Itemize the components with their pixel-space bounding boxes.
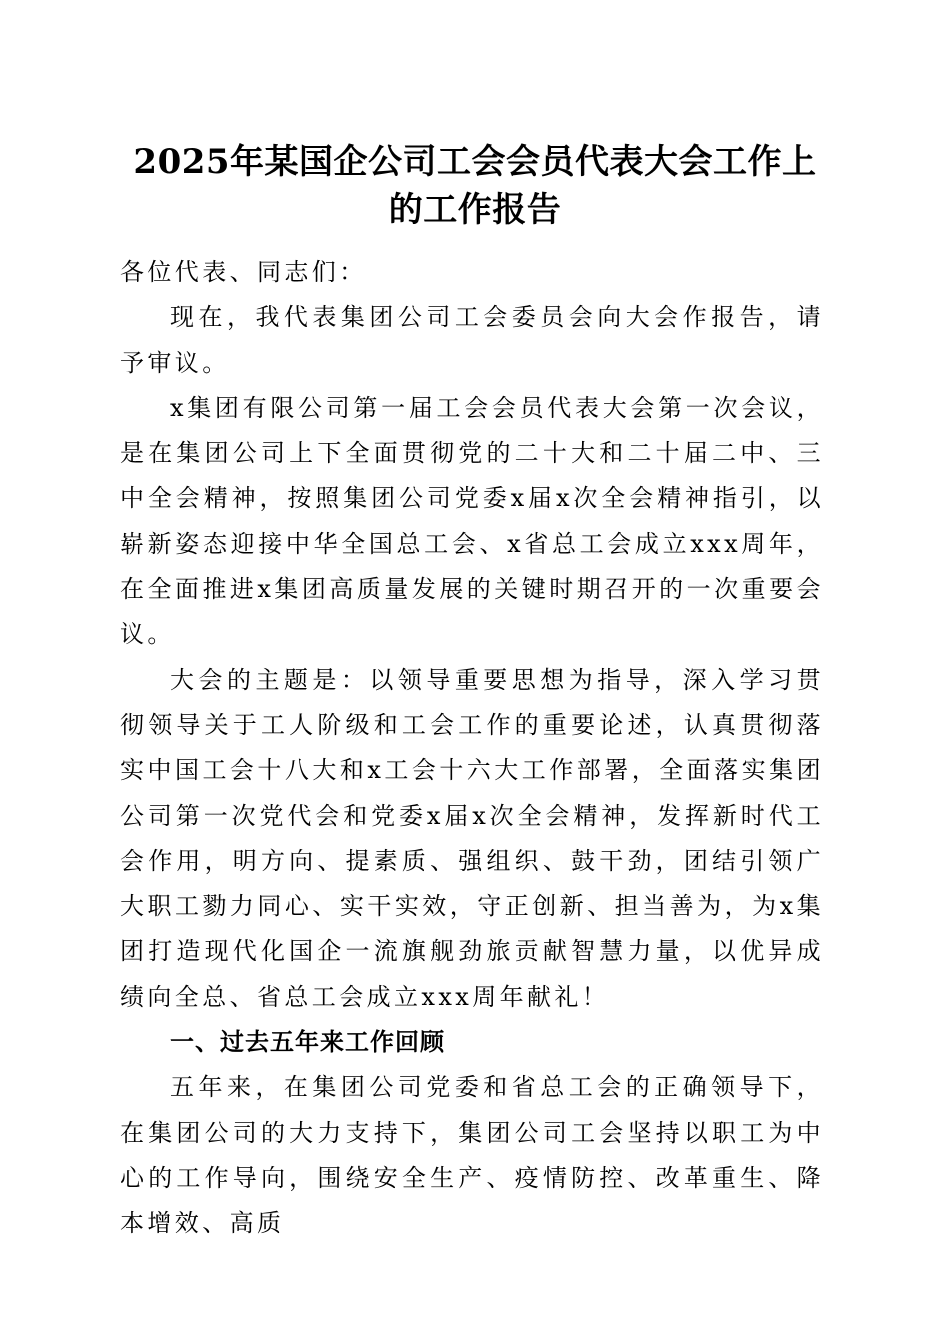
- salutation: 各位代表、同志们：: [120, 258, 367, 286]
- paragraph-meeting-background: x集团有限公司第一届工会会员代表大会第一次会议，是在集团公司上下全面贯彻党的二十大和二十届二中、三中全会精神，按照集团公司党委x届x次全会精神指引，以崭新姿态迎接中华全国总工会、x省总工会成立xxx周年，在全面推进x集团高质量发展的关键时期召开的一次重要会议。: [120, 393, 824, 649]
- paragraph-opening: 现在，我代表集团公司工会委员会向大会作报告，请予审议。: [120, 303, 824, 377]
- paragraph-meeting-theme: 大会的主题是：以领导重要思想为指导，深入学习贯彻领导关于工人阶级和工会工作的重要论述，认真贯彻落实中国工会十八大和x工会十六大工作部署，全面落实集团公司第一次党代会和党委x届x次全会精神，发挥新时代工会作用，明方向、提素质、强组织、鼓干劲，团结引领广大职工勠力同心、实干实效，守正创新、担当善为，为x集团打造现代化国企一流旗舰劲旅贡献智慧力量，以优异成绩向全总、省总工会成立xxx周年献礼！: [120, 665, 824, 1011]
- document-title: [120, 138, 830, 234]
- document-body: [120, 250, 824, 1247]
- section-heading: 一、过去五年来工作回顾: [170, 1028, 445, 1057]
- title-line-1: 2025年某国企公司工会会员代表大会工作上: [133, 142, 817, 182]
- paragraph-review: 五年来，在集团公司党委和省总工会的正确领导下，在集团公司的大力支持下，集团公司工会坚持以职工为中心的工作导向，围绕安全生产、疫情防控、改革重生、降本增效、高质: [120, 1073, 824, 1238]
- title-line-2: 的工作报告: [388, 190, 562, 230]
